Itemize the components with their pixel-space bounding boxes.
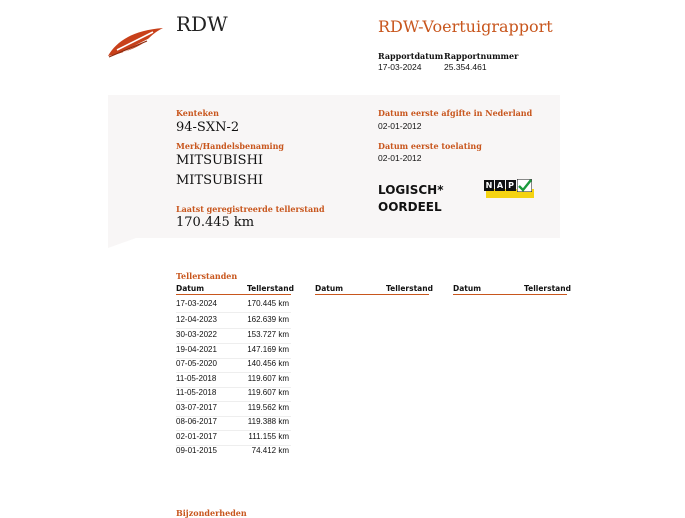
row-reading: 119.562 km [247, 403, 289, 412]
row-date: 11-05-2018 [176, 374, 217, 383]
kenteken-label: Kenteken [176, 108, 219, 118]
row-date: 09-01-2015 [176, 446, 217, 455]
nap-letter-n: N [485, 181, 493, 190]
row-date: 19-04-2021 [176, 345, 217, 354]
row-date: 17-03-2024 [176, 299, 217, 308]
col3-reading-header: Tellerstand [524, 284, 571, 293]
table-row [176, 443, 291, 459]
nap-letter-a: A [496, 181, 504, 190]
first-issue-value: 02-01-2012 [378, 121, 422, 131]
row-reading: 119.388 km [247, 417, 289, 426]
col2-reading-header: Tellerstand [386, 284, 433, 293]
odometer-section-title: Tellerstanden [176, 271, 238, 281]
col1-date-header: Datum [176, 284, 205, 293]
panel-corner [108, 238, 136, 248]
verdict-line2: OORDEEL [378, 200, 442, 214]
col1-reading-header: Tellerstand [247, 284, 294, 293]
kenteken-value: 94-SXN-2 [176, 120, 240, 135]
odometer-value: 170.445 km [176, 215, 255, 230]
merk-label: Merk/Handelsbenaming [176, 141, 285, 151]
table-row [176, 296, 291, 313]
row-date: 11-05-2018 [176, 388, 217, 397]
row-reading: 147.169 km [247, 345, 289, 354]
row-date: 03-07-2017 [176, 403, 217, 412]
brand-name: RDW [176, 12, 228, 36]
row-date: 02-01-2017 [176, 432, 217, 441]
handelsbenaming-value: MITSUBISHI [176, 173, 264, 188]
verdict-line1: LOGISCH* [378, 183, 444, 197]
col3-date-header: Datum [453, 284, 482, 293]
first-admission-label: Datum eerste toelating [378, 141, 482, 151]
report-date-value: 17-03-2024 [378, 62, 422, 72]
row-reading: 140.456 km [247, 359, 289, 368]
nap-badge [484, 180, 534, 198]
row-reading: 162.639 km [247, 315, 289, 324]
col3-header-line [453, 294, 567, 295]
nap-letter-p: P [506, 180, 516, 191]
row-date: 30-03-2022 [176, 330, 217, 339]
row-reading: 119.607 km [247, 388, 289, 397]
col2-date-header: Datum [315, 284, 344, 293]
checkmark-icon [517, 179, 532, 192]
merk-value: MITSUBISHI [176, 153, 264, 168]
report-date-label: Rapportdatum [378, 51, 444, 61]
row-reading: 153.727 km [247, 330, 289, 339]
first-admission-value: 02-01-2012 [378, 153, 422, 163]
row-date: 07-05-2020 [176, 359, 217, 368]
col1-header-line [176, 294, 291, 295]
report-number-value: 25.354.461 [444, 62, 487, 72]
col2-header-line [315, 294, 429, 295]
report-title: RDW-Voertuigrapport [378, 17, 553, 36]
row-reading: 111.155 km [248, 432, 289, 441]
row-reading: 170.445 km [247, 299, 289, 308]
row-date: 12-04-2023 [176, 315, 217, 324]
rdw-logo-icon [107, 26, 165, 58]
report-number-label: Rapportnummer [444, 51, 519, 61]
row-reading: 119.607 km [247, 374, 289, 383]
odometer-label: Laatst geregistreerde tellerstand [176, 204, 325, 214]
first-issue-label: Datum eerste afgifte in Nederland [378, 108, 533, 118]
row-date: 08-06-2017 [176, 417, 217, 426]
row-reading: 74.412 km [251, 446, 289, 455]
next-section-title: Bijzonderheden [176, 508, 247, 518]
